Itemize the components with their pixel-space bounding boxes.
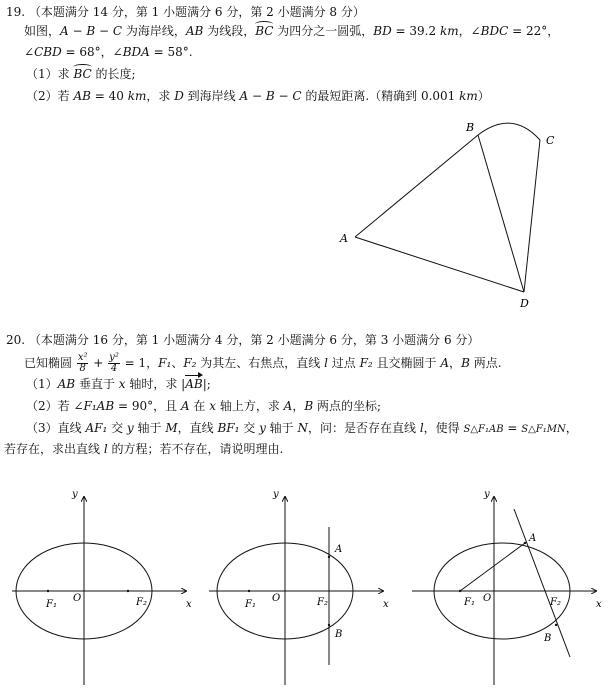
point-b (555, 624, 557, 626)
math: N (297, 421, 308, 435)
text: 垂直于 (75, 377, 119, 391)
math: BDA (122, 45, 150, 59)
math: y (259, 421, 266, 435)
denominator: 4 (110, 363, 118, 374)
text: 为海岸线， (122, 24, 186, 38)
unit: km (127, 89, 147, 103)
arc-bc (478, 123, 540, 140)
numerator: y² (109, 352, 119, 363)
text: 轴于 (133, 421, 166, 435)
text: ，问：是否存在直线 (307, 421, 420, 435)
q19-header: （本题满分 14 分，第 1 小题满分 6 分，第 2 小题满分 8 分） (28, 5, 365, 19)
math: BF₁ (217, 421, 240, 435)
segment-ab (355, 135, 478, 237)
math: AB (57, 377, 76, 391)
q19-geometry-figure (330, 115, 570, 310)
math: BDC (480, 24, 509, 38)
text: 轴于 (265, 421, 298, 435)
q20-sub3-continued (4, 441, 283, 457)
q20-number: 20. (6, 333, 26, 347)
label-f2: F₂ (136, 597, 147, 608)
label-f1: F₁ (46, 599, 57, 610)
text: ） (477, 89, 490, 103)
label-y: y (273, 489, 279, 500)
denominator: 8 (79, 363, 86, 374)
line-l-slanted (514, 509, 570, 657)
label-b: B (335, 629, 343, 640)
math: F₁AB (83, 399, 115, 413)
q20-statement-line1 (24, 352, 502, 374)
text: （1）求 (26, 67, 74, 81)
label-a: A (529, 533, 537, 544)
label-x: x (596, 599, 602, 610)
label-origin: O (73, 593, 82, 604)
math: AF₁ (85, 421, 108, 435)
math: x (118, 377, 126, 391)
text: = 40 (90, 89, 128, 103)
focus-f2 (127, 590, 129, 592)
segment-bd (478, 135, 524, 292)
text: 两点的坐标; (313, 399, 382, 413)
q19-statement-line2 (24, 44, 193, 60)
text: （2）若 ∠ (26, 399, 84, 413)
text: 为其左、右焦点，直线 (196, 356, 325, 370)
math: A − B − C (239, 89, 302, 103)
label-a: A (335, 544, 343, 555)
math: y (126, 421, 134, 435)
text: = 39.2 (391, 24, 440, 38)
point-b (328, 624, 330, 626)
arc-bc: BC (73, 67, 92, 81)
text: = 68°，∠ (61, 45, 123, 59)
q20-header: （本题满分 16 分，第 1 小题满分 4 分，第 2 小题满分 6 分，第 3 小题满分 6 分） (28, 333, 480, 347)
point-a (524, 542, 526, 544)
q19-sub2 (26, 88, 490, 104)
math: B (461, 356, 470, 370)
text: 过点 (327, 356, 360, 370)
text: ，∠ (458, 24, 481, 38)
label-f2: F₂ (550, 597, 561, 608)
q19-sub1 (26, 66, 136, 82)
math: x (209, 399, 217, 413)
q20-header-line (6, 332, 479, 348)
text: = (503, 421, 522, 435)
label-x: x (186, 599, 192, 610)
text: ，使得 (423, 421, 464, 435)
label-f1: F₁ (464, 597, 475, 608)
segment-f1a (460, 543, 525, 591)
text: 轴时，求 | (125, 377, 186, 391)
q20-sub1 (26, 376, 211, 392)
text: = 1， (120, 356, 159, 370)
label-c: C (546, 134, 555, 147)
math: M (165, 421, 178, 435)
math: A (440, 356, 450, 370)
text: + (89, 356, 108, 370)
math: CBD (34, 45, 62, 59)
math: AB (73, 89, 91, 103)
label-y: y (72, 489, 78, 500)
text: 交 (107, 421, 127, 435)
text: 在 (189, 399, 210, 413)
label-y: y (484, 489, 490, 500)
math: l (103, 442, 108, 456)
label-f1: F₁ (245, 599, 256, 610)
math: BD (373, 24, 392, 38)
q20-sub3 (26, 420, 578, 438)
math: l (419, 421, 424, 435)
text: ∠ (24, 45, 35, 59)
math: D (174, 89, 184, 103)
math: A (180, 399, 190, 413)
vector-ab: AB (185, 377, 203, 391)
math: l (324, 356, 328, 370)
label-b: B (544, 633, 552, 644)
focus-f1 (459, 590, 461, 592)
label-origin: O (272, 593, 281, 604)
math-area: S△F₁MN (521, 424, 566, 435)
math-area: S△F₁AB (463, 424, 504, 435)
fraction-y2-4 (108, 353, 120, 374)
text: 、 (171, 356, 184, 370)
text: ，直线 (177, 421, 218, 435)
text: （2）若 (26, 89, 74, 103)
q20-sub2 (26, 398, 381, 414)
unit: km (459, 89, 478, 103)
label-x: x (383, 599, 389, 610)
text: 交 (239, 421, 260, 435)
focus-f1 (248, 590, 250, 592)
label-a: A (340, 232, 348, 245)
q19-statement-line1 (24, 23, 559, 39)
text: 为四分之一圆弧， (273, 24, 374, 38)
math: B (304, 399, 314, 413)
point-a (328, 556, 330, 558)
text: 的最短距离.（精确到 0.001 (301, 89, 460, 103)
unit: km (439, 24, 459, 38)
text: 且交椭圆于 (372, 356, 441, 370)
text: ， (565, 421, 578, 435)
text: 到海岸线 (183, 89, 240, 103)
text: |; (202, 377, 211, 391)
focus-f1 (47, 590, 49, 592)
q20-graph-3 (408, 485, 608, 690)
text: 的长度; (91, 67, 136, 81)
text: 如图， (24, 24, 61, 38)
text: = 58°. (149, 45, 193, 59)
math: A − B − C (60, 24, 123, 38)
math: F₁ (158, 356, 172, 370)
text: = 90°，且 (114, 399, 181, 413)
text: 的方程；若不存在，请说明理由. (107, 442, 284, 456)
label-f2: F₂ (317, 597, 328, 608)
math: A (283, 399, 293, 413)
q20-graph-2 (205, 485, 400, 690)
arc-bc: BC (255, 24, 274, 38)
q19-number: 19. (6, 5, 26, 19)
numerator: x² (77, 352, 88, 363)
text: 若存在，求出直线 (4, 442, 104, 456)
text: 已知椭圆 (24, 356, 76, 370)
math: AB (185, 24, 204, 38)
math: F₂ (359, 356, 373, 370)
q19-header-line (6, 4, 365, 20)
text: 两点. (469, 356, 502, 370)
text: 轴上方，求 (216, 399, 284, 413)
q20-graph-1 (8, 485, 198, 690)
text: 为线段， (203, 24, 256, 38)
text: ，求 (146, 89, 175, 103)
segment-cd (524, 140, 540, 292)
label-d: D (520, 297, 529, 310)
text: （1） (26, 377, 58, 391)
math: F₂ (183, 356, 197, 370)
label-origin: O (483, 593, 492, 604)
text: （3）直线 (26, 421, 86, 435)
text: ， (292, 399, 305, 413)
segment-ad (355, 237, 524, 292)
fraction-x2-8 (77, 353, 89, 374)
label-b: B (466, 121, 475, 134)
text: ， (449, 356, 462, 370)
text: = 22°， (508, 24, 560, 38)
